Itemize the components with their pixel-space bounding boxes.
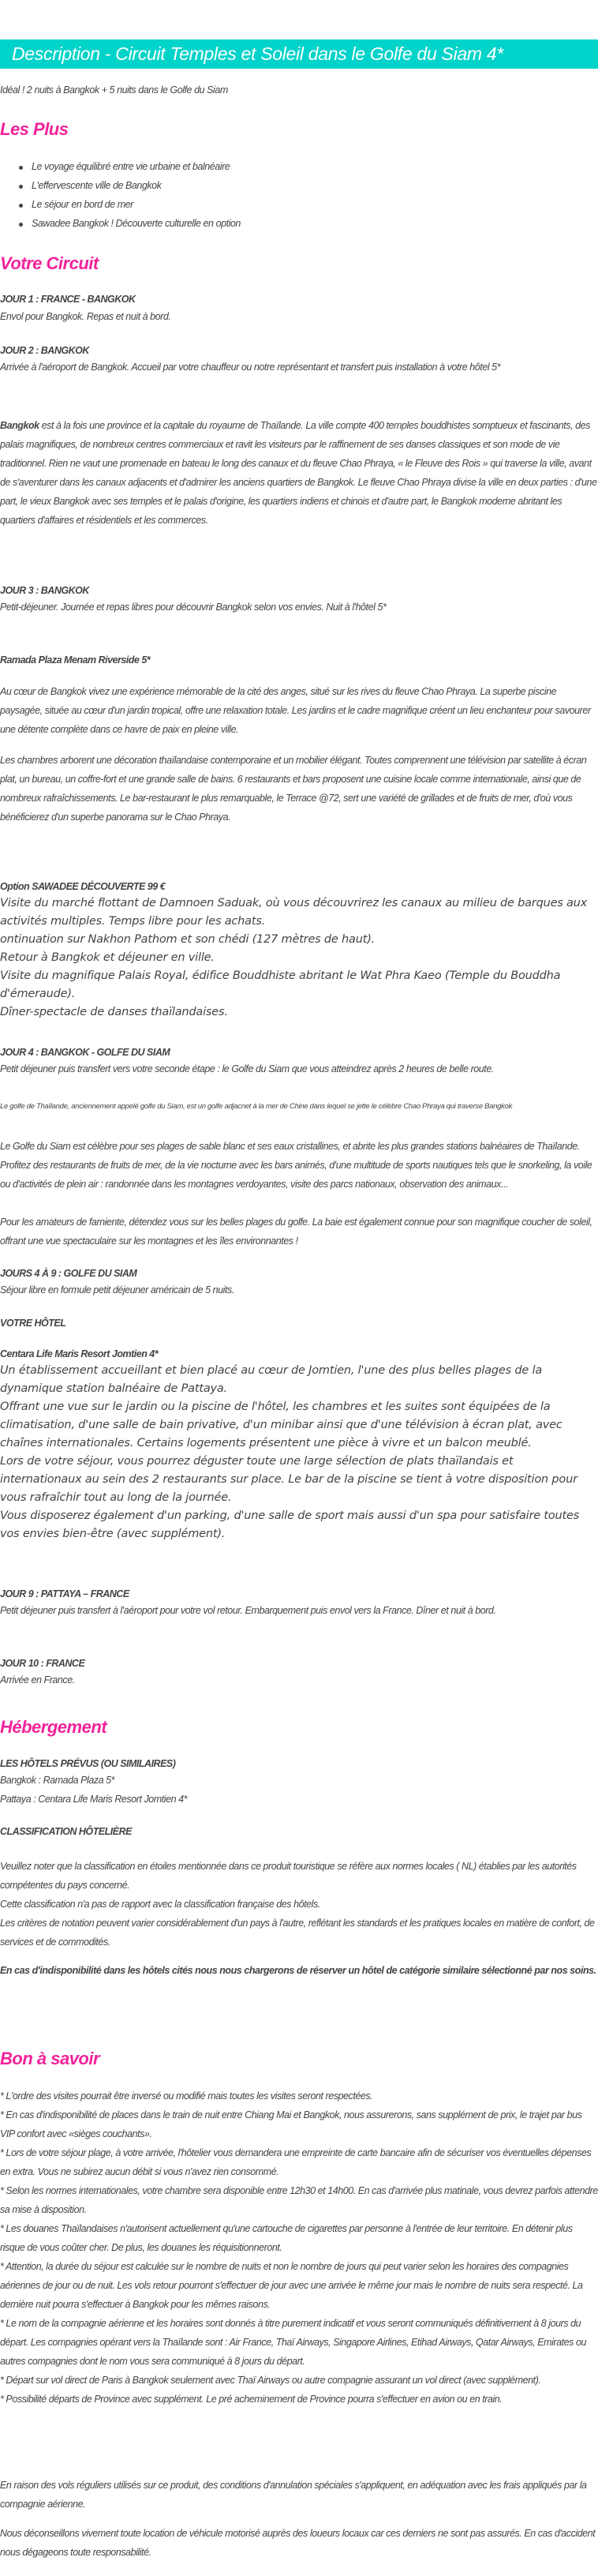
hotel-description: Les chambres arborent une décoration thaïlandaise contemporaine et un mobilier élégant. Toutes comprennent une télévision par satellite à écran plat, un bureau, un coffre-fort et une grande salle de bains. 6 restaurants et bars proposent une cuisine locale comme internationale, ainsi que de nombreux rafraîchissements. Le bar-restaurant le plus remarquable, le Terrace @72, sert une variété de grillades et de fruits de mer, d'où vous bénéficierez d'un superbe panorama sur le Chao Phraya.: [0, 755, 587, 823]
bangkok-description: Bangkok est à la fois une province et la capitale du royaume de Thaïlande. La ville compte 400 temples bouddhistes somptueux et fascinants, des palais magnifiques, de nombreux centres commerciaux et ravit les visiteurs par le raffinement de ses danses classiques et son mode de vie traditionnel. Rien ne vaut une promenade en bateau le long des canaux et du fleuve Chao Phraya, « le Fleuve des Rois » qui traverse la ville, avant de s'aventurer dans les canaux adjacents et d'admirer les anciens quartiers de Bangkok. Le fleuve Chao Phraya divise la ville en deux parties : d'une part, le vieux Bangkok avec ses temples et le palais d'origine, les quartiers indiens et chinois et d'autre part, le Bangkok moderne abritant les quartiers d'affaires et résidentiels et les commerces.: [0, 420, 597, 526]
day-text: Petit déjeuner puis transfert à l'aéroport pour votre vol retour. Embarquement puis envol vers la France. Dîner et nuit à bord.: [0, 1605, 496, 1616]
list-item: * Le nom de la compagnie aérienne et les horaires sont donnés à titre purement indicatif et vous seront communiqués définitivement à 8 jours du départ. Les compagnies opérant vers la Thaïlande sont : Air France, Thaï Airways, Singapore Airlines, Etihad Airways, Qatar Airways, Emirates ou autres compagnies dont le nom vous sera communiqué à 8 jours du départ.: [0, 2318, 586, 2367]
day-text: Séjour libre en formule petit déjeuner américain de 5 nuits.: [0, 1284, 234, 1295]
day-heading: JOURS 4 À 9 : GOLFE DU SIAM: [0, 1268, 137, 1279]
hotel-name: Ramada Plaza Menam Riverside 5*: [0, 654, 151, 666]
section-title-votre-circuit: Votre Circuit: [0, 253, 99, 273]
option-heading: Option SAWADEE DÉCOUVERTE 99 €: [0, 881, 166, 892]
day-heading: JOUR 3 : BANGKOK: [0, 585, 89, 596]
hotel-description: Au cœur de Bangkok vivez une expérience mémorable de la cité des anges, situé sur les rives du fleuve Chao Phraya. La superbe piscine paysagée, située au cœur d'un jardin tropical, offre une relaxation totale. Les jardins et le cadre magnifique créent un lieu enchanteur pour savourer une détente complète dans ce havre de paix en pleine ville.: [0, 686, 591, 735]
option-details: Visite du marché flottant de Damnoen Saduak, où vous découvrirez les canaux au milieu de barques aux activités multiples. Temps libre pour les achats. ontinuation sur Nakhon Pathom et son chédi (127 mètres de haut). Retour à Bangkok et déjeuner en ville. Visite du magnifique Palais Royal, édifice Bouddhiste abritant le Wat Phra Kaeo (Temple du Bouddha d'émeraude). Dîner-spectacle de danses thaïlandaises.: [0, 897, 588, 1018]
day-heading: JOUR 1 : FRANCE - BANGKOK: [0, 294, 136, 305]
section-title-hebergement: Hébergement: [0, 1717, 107, 1737]
day-heading: JOUR 9 : PATTAYA – FRANCE: [0, 1588, 129, 1599]
day-text: Envol pour Bangkok. Repas et nuit à bord.: [0, 311, 171, 322]
list-item: Le séjour en bord de mer: [32, 195, 598, 214]
availability-note: En cas d'indisponibilité dans les hôtels cités nous nous chargerons de réserver un hôtel de catégorie similaire sélectionné par nos soins.: [0, 1965, 596, 1976]
classification-text: Veuillez noter que la classification en étoiles mentionnée dans ce produit touristique se réfère aux normes locales ( NL) établies par les autorités compétentes du pays concerné.: [0, 1861, 577, 1891]
list-item: * Lors de votre séjour plage, à votre arrivée, l'hôtelier vous demandera une empreinte de carte bancaire afin de sécuriser vos éventuelles dépenses en extra. Vous ne subirez aucun débit si vous n'avez rien consommé.: [0, 2147, 592, 2177]
list-item: Le voyage équilibré entre vie urbaine et balnéaire: [32, 157, 598, 176]
hotels-heading: LES HÔTELS PRÉVUS (OU SIMILAIRES): [0, 1758, 176, 1769]
bon-a-savoir-list: [0, 2087, 598, 2409]
list-item: L'effervescente ville de Bangkok: [32, 176, 598, 195]
classification-heading: CLASSIFICATION HÔTELIÈRE: [0, 1826, 132, 1837]
golfe-note: Le golfe de Thaïlande, anciennement appelé golfe du Siam, est un golfe adjacnet à la mer de Chine dans lequel se jette le célèbre Chao Phraya qui traverse Bangkok: [0, 1102, 513, 1111]
page-title: Description - Circuit Temples et Soleil dans le Golfe du Siam 4*: [12, 43, 503, 64]
day-text: Petit déjeuner puis transfert vers votre seconde étape : le Golfe du Siam que vous atteindrez après 2 heures de belle route.: [0, 1063, 494, 1074]
les-plus-list: [0, 157, 598, 233]
classification-text: Cette classification n'a pas de rapport avec la classification française des hôtels.: [0, 1899, 320, 1910]
day-text: Arrivée à l'aéroport de Bangkok. Accueil par votre chauffeur ou notre représentant et transfert puis installation à votre hôtel 5*: [0, 362, 501, 373]
list-item: * Selon les normes internationales, votre chambre sera disponible entre 12h30 et 14h00. En cas d'arrivée plus matinale, vous devrez parfois attendre sa mise à disposition.: [0, 2185, 598, 2215]
bangkok-bold: Bangkok: [0, 420, 39, 431]
cancellation-note: En raison des vols réguliers utilisés sur ce produit, des conditions d'annulation spéciales s'appliquent, en adéquation avec les frais appliqués par la compagnie aérienne.: [0, 2480, 587, 2510]
golfe-description: Pour les amateurs de farniente, détendez vous sur les belles plages du golfe. La baie est également connue pour son magnifique coucher de soleil, offrant une vue spectaculaire sur les montagnes et les îles environnantes !: [0, 1217, 592, 1247]
hotel-name: Centara Life Maris Resort Jomtien 4*: [0, 1348, 159, 1359]
title-banner: [0, 39, 598, 69]
day-heading: JOUR 2 : BANGKOK: [0, 345, 89, 356]
classification-text: Les critères de notation peuvent varier considérablement d'un pays à l'autre, reflétant les standards et les pratiques locales en matière de confort, de services et de commodités.: [0, 1918, 595, 1948]
day-heading: JOUR 4 : BANGKOK - GOLFE DU SIAM: [0, 1047, 170, 1058]
section-title-bon-a-savoir: Bon à savoir: [0, 2049, 100, 2068]
day-text: Petit-déjeuner. Journée et repas libres pour découvrir Bangkok selon vos envies. Nuit à l'hôtel 5*: [0, 602, 387, 613]
day-text: Arrivée en France.: [0, 1674, 75, 1685]
section-title-les-plus: Les Plus: [0, 119, 69, 139]
hotel-details: Un établissement accueillant et bien placé au cœur de Jomtien, l'une des plus belles plages de la dynamique station balnéaire de Pattaya. Offrant une vue sur le jardin ou la piscine de l'hôtel, les chambres et les suites sont équipées de la climatisation, d'une salle de bain privative, d'un minibar ainsi que d'une télévision à écran plat, avec chaînes internationales. Certains logements présentent une pièce à vivre et un balcon meublé. Lors de votre séjour, vous pourrez déguster toute une large sélection de plats thaïlandais et internationaux au sein des 2 restaurants sur place. Le bar de la piscine se tient à votre disposition pour vous rafraîchir tout au long de la journée. Vous disposerez également d'un parking, d'une salle de sport mais aussi d'un spa pour satisfaire toutes vos envies bien-être (avec supplément).: [0, 1364, 580, 1540]
hotel-heading: VOTRE HÔTEL: [0, 1318, 66, 1329]
list-item: * Les douanes Thaïlandaises n'autorisent actuellement qu'une cartouche de cigarettes par personne à l'entrée de leur territoire. En détenir plus risque de vous coûter cher. De plus, les douanes les réquisitionneront.: [0, 2223, 573, 2253]
list-item: * Possibilité départs de Province avec supplément. Le pré acheminement de Province pourra s'effectuer en avion ou en train.: [0, 2394, 503, 2405]
golfe-description: Le Golfe du Siam est célèbre pour ses plages de sable blanc et ses eaux cristallines, et abrite les plus grandes stations balnéaires de Thaïlande. Profitez des restaurants de fruits de mer, de la vie nocturne avec les bars animés, d'une multitude de sports nautiques tels que le snorkeling, la voile ou d'activités de plein air : randonnée dans les montagnes verdoyantes, visite des parcs nationaux, observation des animaux...: [0, 1141, 592, 1190]
list-item: * Attention, la durée du séjour est calculée sur le nombre de nuits et non le nombre de jours qui peut varier selon les horaires des compagnies aériennes de jour ou de nuit. Les vols retour pourront s'effectuer de jour avec une arrivée le même jour mais le nombre de nuits sera respecté. La dernière nuit pourra s'effectuer à Bangkok pour les mêmes raisons.: [0, 2261, 583, 2310]
list-item: * Départ sur vol direct de Paris à Bangkok seulement avec Thaï Airways ou autre compagnie assurant un vol direct (avec supplément).: [0, 2375, 541, 2386]
intro-text: Idéal ! 2 nuits à Bangkok + 5 nuits dans le Golfe du Siam: [0, 84, 228, 96]
list-item: * En cas d'indisponibilité de places dans le train de nuit entre Chiang Mai et Bangkok, nous assurerons, sans supplément de prix, le trajet par bus VIP confort avec «sièges couchants».: [0, 2109, 582, 2139]
day-heading: JOUR 10 : FRANCE: [0, 1658, 85, 1669]
list-item: Sawadee Bangkok ! Découverte culturelle en option: [32, 214, 598, 233]
hotel-pattaya: Pattaya : Centara Life Maris Resort Jomtien 4*: [0, 1794, 188, 1805]
list-item: * L'ordre des visites pourrait être inversé ou modifié mais toutes les visites seront respectées.: [0, 2090, 373, 2102]
hotel-bangkok: Bangkok : Ramada Plaza 5*: [0, 1775, 115, 1786]
vehicle-rental-note: Nous déconseillons vivement toute location de véhicule motorisé auprès des loueurs locaux car ces derniers ne sont pas assurés. En cas d'accident nous dégageons toute responsabilité.: [0, 2528, 596, 2558]
